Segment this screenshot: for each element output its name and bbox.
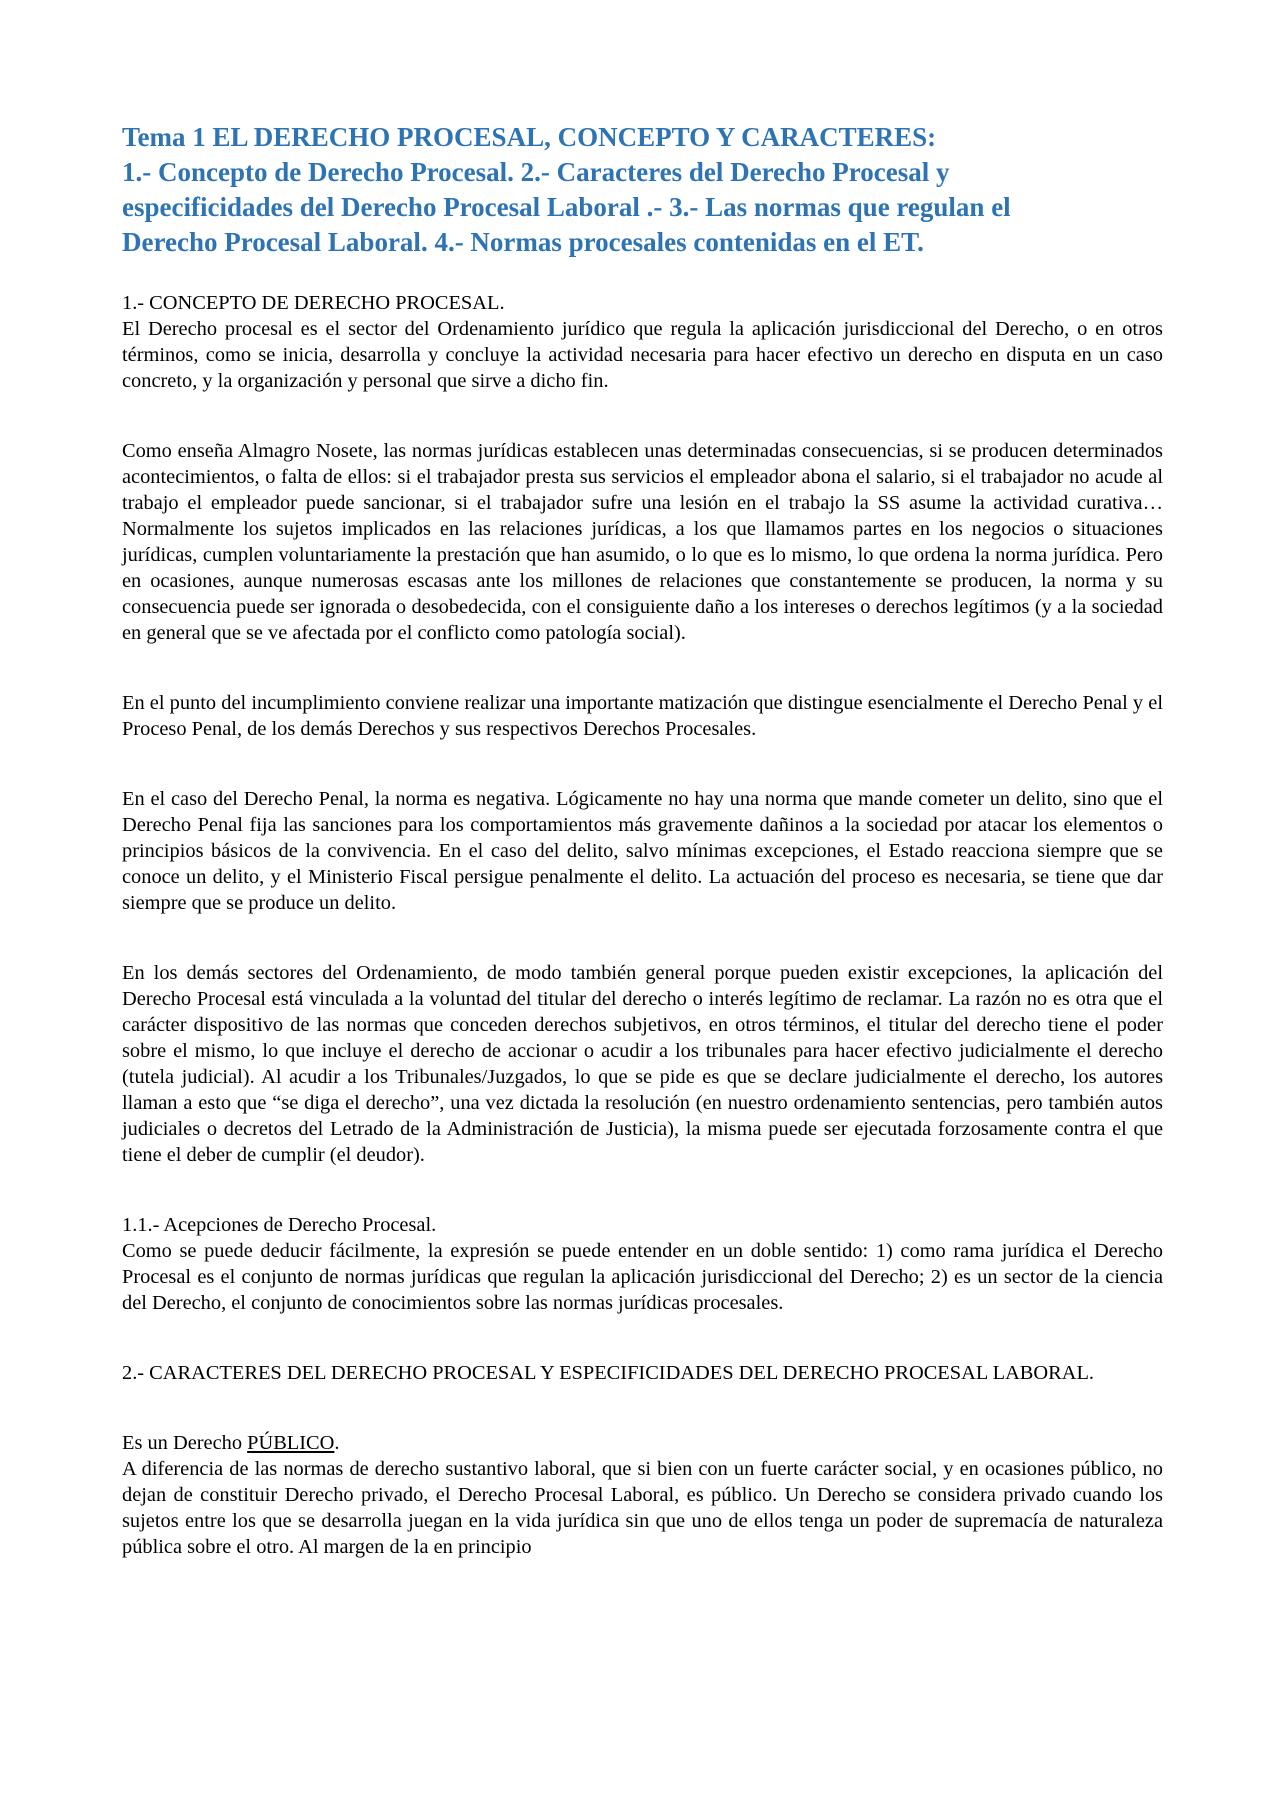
- title-line-2: 1.- Concepto de Derecho Procesal. 2.- Caracteres del Derecho Procesal y: [122, 157, 950, 187]
- title-line-1: Tema 1 EL DERECHO PROCESAL, CONCEPTO Y CARACTERES:: [122, 122, 937, 152]
- section-1-1-paragraph-1: Como se puede deducir fácilmente, la expresión se puede entender en un doble sentido: 1) como rama jurídica el Derecho Procesal es el conjunto de normas jurídicas que regulan la aplicación jurisdiccional del Derecho; 2) es un sector de la ciencia del Derecho, el conjunto de conocimientos sobre las normas jurídicas procesales.: [122, 1240, 1163, 1314]
- section-2-paragraph-1: A diferencia de las normas de derecho sustantivo laboral, que si bien con un fuerte carácter social, y en ocasiones público, no dejan de constituir Derecho privado, el Derecho Procesal Laboral, es público. Un Derecho se considera privado cuando los sujetos entre los que se desarrolla juegan en la vida jurídica sin que uno de ellos tenga un poder de supremacía de naturaleza pública sobre el otro. Al margen de la en principio: [122, 1458, 1163, 1558]
- section-1-paragraph-3: En el punto del incumplimiento conviene realizar una importante matización que distingue esencialmente el Derecho Penal y el Proceso Penal, de los demás Derechos y sus respectivos Derechos Procesales.: [122, 692, 1163, 740]
- section-2-subheading: [122, 1430, 1163, 1456]
- document-body: [122, 290, 1163, 1560]
- subheading-publico: PÚBLICO: [247, 1432, 335, 1454]
- section-1-paragraph-4: En el caso del Derecho Penal, la norma es negativa. Lógicamente no hay una norma que mande cometer un delito, sino que el Derecho Penal fija las sanciones para los comportamientos más gravemente dañinos a la sociedad por atacar los elementos o principios básicos de la convivencia. En el caso del delito, salvo mínimas excepciones, el Estado reacciona siempre que se conoce un delito, y el Ministerio Fiscal persigue penalmente el delito. La actuación del proceso es necesaria, se tiene que dar siempre que se produce un delito.: [122, 788, 1163, 914]
- title-line-4: Derecho Procesal Laboral. 4.- Normas procesales contenidas en el ET.: [122, 227, 924, 257]
- section-2-heading: 2.- CARACTERES DEL DERECHO PROCESAL Y ESPECIFICIDADES DEL DERECHO PROCESAL LABORAL.: [122, 1362, 1094, 1384]
- document-title: [122, 120, 1163, 260]
- title-line-3: especificidades del Derecho Procesal Laboral .- 3.- Las normas que regulan el: [122, 192, 1011, 222]
- section-1-paragraph-1: El Derecho procesal es el sector del Ordenamiento jurídico que regula la aplicación jurisdiccional del Derecho, o en otros términos, como se inicia, desarrolla y concluye la actividad necesaria para hacer efectivo un derecho en disputa en un caso concreto, y la organización y personal que sirve a dicho fin.: [122, 318, 1163, 392]
- subheading-suffix: .: [334, 1432, 340, 1454]
- section-1-1-heading: 1.1.- Acepciones de Derecho Procesal.: [122, 1214, 437, 1236]
- section-1-heading: 1.- CONCEPTO DE DERECHO PROCESAL.: [122, 292, 505, 314]
- section-1-paragraph-5: En los demás sectores del Ordenamiento, de modo también general porque pueden existir excepciones, la aplicación del Derecho Procesal está vinculada a la voluntad del titular del derecho o interés legítimo de reclamar. La razón no es otra que el carácter dispositivo de las normas que conceden derechos subjetivos, en otros términos, el titular del derecho tiene el poder sobre el mismo, lo que incluye el derecho de accionar o acudir a los tribunales para hacer efectivo judicialmente el derecho (tutela judicial). Al acudir a los Tribunales/Juzgados, lo que se pide es que se declare judicialmente el derecho, los autores llaman a esto que “se diga el derecho”, una vez dictada la resolución (en nuestro ordenamiento sentencias, pero también autos judiciales o decretos del Letrado de la Administración de Justicia), la misma puede ser ejecutada forzosamente contra el que tiene el deber de cumplir (el deudor).: [122, 962, 1163, 1166]
- subheading-prefix: Es un Derecho: [122, 1432, 248, 1454]
- section-1-paragraph-2: Como enseña Almagro Nosete, las normas jurídicas establecen unas determinadas consecuencias, si se producen determinados acontecimientos, o falta de ellos: si el trabajador presta sus servicios el empleador abona el salario, si el trabajador no acude al trabajo el empleador puede sancionar, si el trabajador sufre una lesión en el trabajo la SS asume la actividad curativa… Normalmente los sujetos implicados en las relaciones jurídicas, a los que llamamos partes en los negocios o situaciones jurídicas, cumplen voluntariamente la prestación que han asumido, o lo que es lo mismo, lo que ordena la norma jurídica. Pero en ocasiones, aunque numerosas escasas ante los millones de relaciones que constantemente se producen, la norma y su consecuencia puede ser ignorada o desobedecida, con el consiguiente daño a los intereses o derechos legítimos (y a la sociedad en general que se ve afectada por el conflicto como patología social).: [122, 440, 1163, 644]
